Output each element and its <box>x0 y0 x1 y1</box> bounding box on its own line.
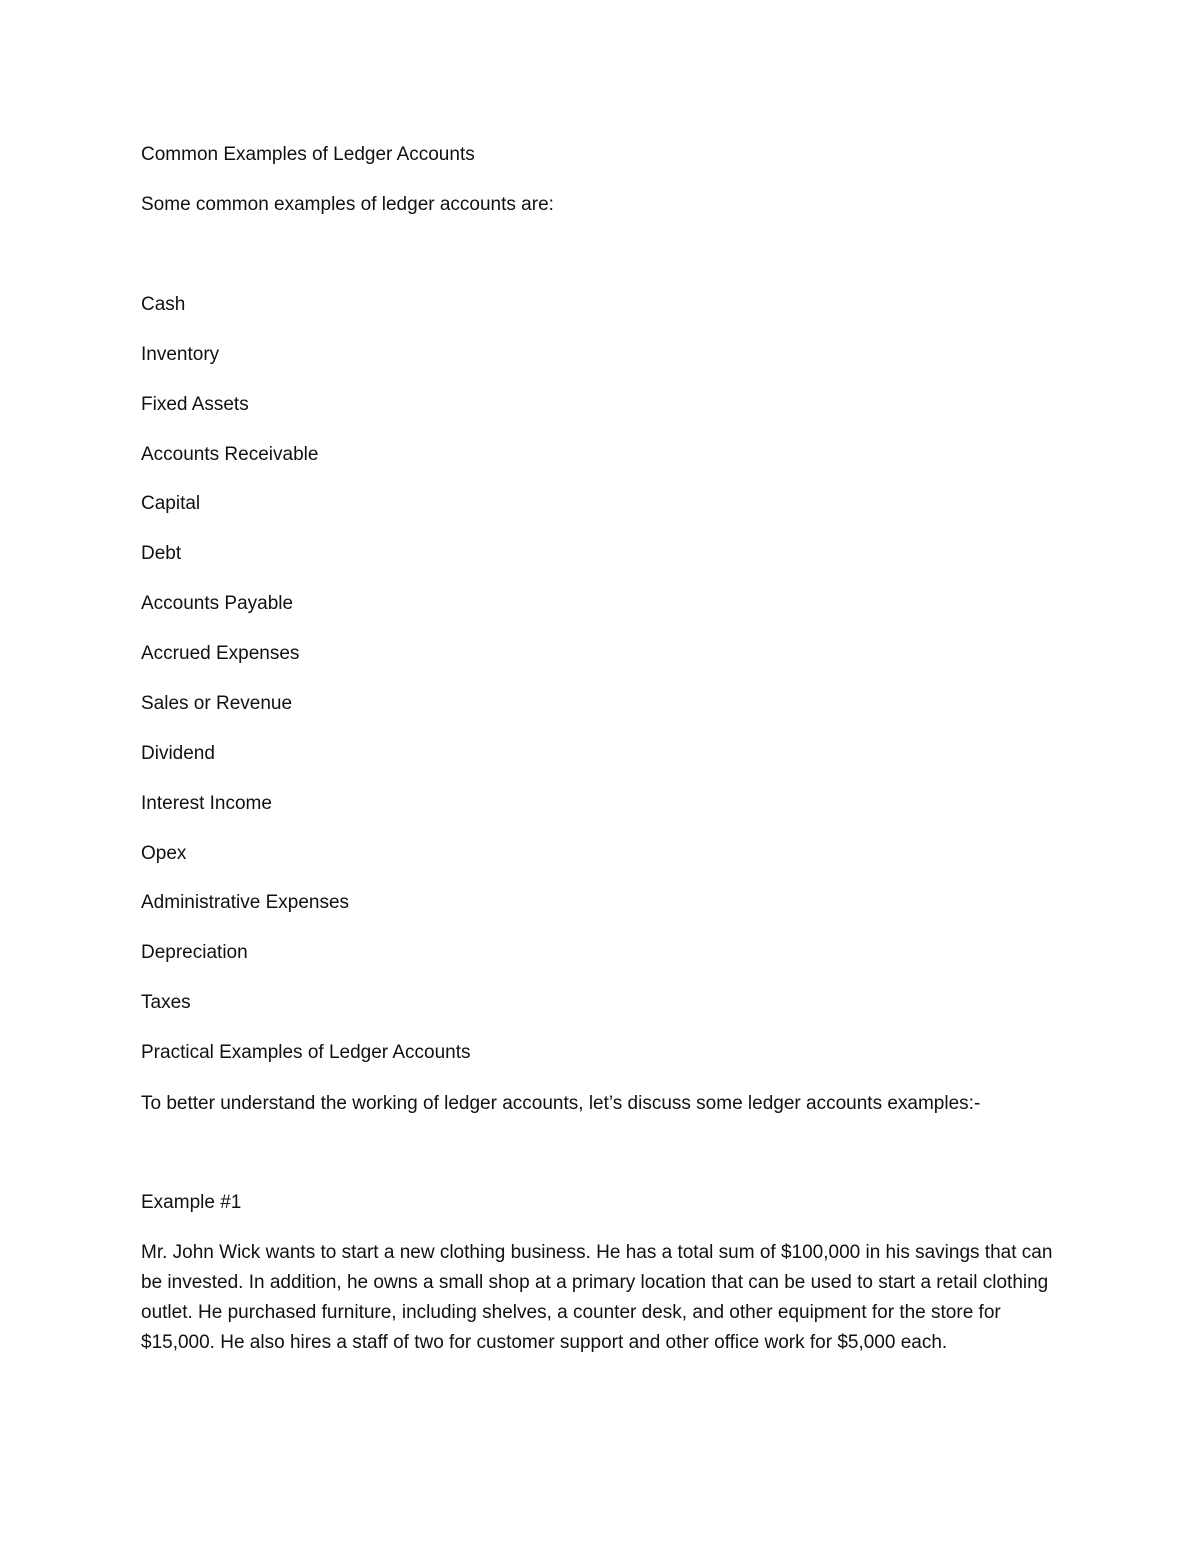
example-title: Example #1 <box>141 1192 242 1213</box>
list-item: Accounts Payable <box>141 593 294 614</box>
list-item: Debt <box>141 543 182 564</box>
list-item: Depreciation <box>141 942 248 963</box>
section-heading-common-examples: Common Examples of Ledger Accounts <box>141 144 475 165</box>
list-item: Accounts Receivable <box>141 444 319 465</box>
list-item: Sales or Revenue <box>141 693 293 714</box>
list-item: Capital <box>141 493 201 514</box>
example-body: Mr. John Wick wants to start a new clothing business. He has a total sum of $100,000 in his savings that can be invested. In addition, he owns a small shop at a primary location that can be used to start a retail clothing outlet. He purchased furniture, including shelves, a counter desk, and other equipment for the store for $15,000. He also hires a staff of two for customer support and other office work for $5,000 each. <box>141 1242 1053 1353</box>
list-item: Inventory <box>141 344 220 365</box>
list-item: Taxes <box>141 992 191 1013</box>
intro-text: Some common examples of ledger accounts are: <box>141 194 554 215</box>
list-item: Cash <box>141 294 186 315</box>
intro-text-2: To better understand the working of ledger accounts, let’s discuss some ledger accounts examples:- <box>141 1093 981 1114</box>
list-item: Opex <box>141 843 187 864</box>
list-item: Accrued Expenses <box>141 643 300 664</box>
section-heading-practical-examples: Practical Examples of Ledger Accounts <box>141 1042 471 1063</box>
list-item: Administrative Expenses <box>141 892 350 913</box>
list-item: Interest Income <box>141 793 272 814</box>
list-item: Dividend <box>141 743 215 764</box>
list-item: Fixed Assets <box>141 394 249 415</box>
